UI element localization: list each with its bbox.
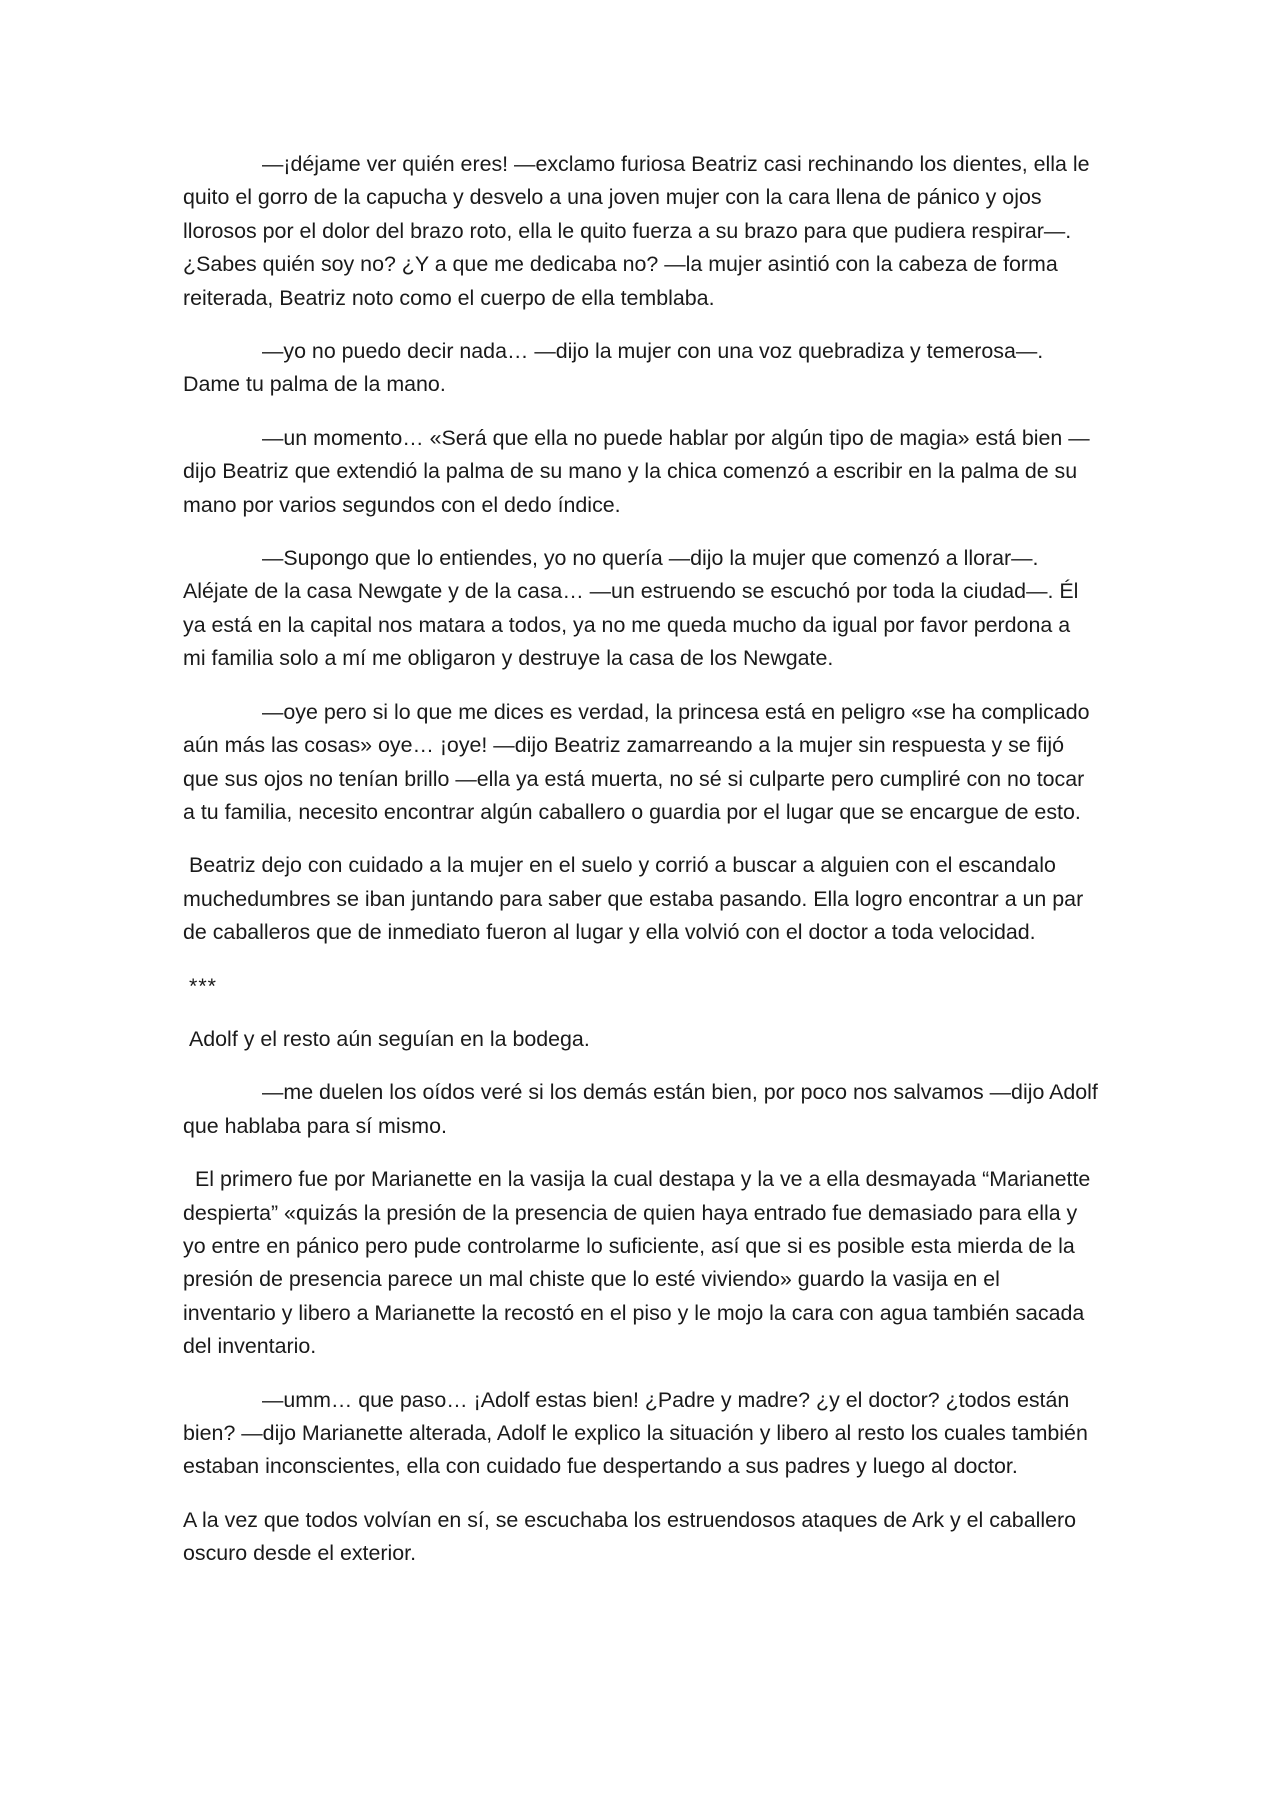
paragraph: —umm… que paso… ¡Adolf estas bien! ¿Padre y madre? ¿y el doctor? ¿todos están bien? —dijo Marianette alterada, Adolf le explico la situación y libero al resto los cuales también estaban inconscientes, ella con cuidado fue despertando a sus padres y luego al doctor. xyxy=(183,1387,1088,1479)
paragraph: —yo no puedo decir nada… —dijo la mujer con una voz quebradiza y temerosa—. Dame tu palma de la mano. xyxy=(183,339,1044,397)
paragraph: —¡déjame ver quién eres! —exclamo furiosa Beatriz casi rechinando los dientes, ella le quito el gorro de la capucha y desvelo a una joven mujer con la cara llena de pánico y ojos llorosos por el dolor del brazo roto, ella le quito fuerza a su brazo para que pudiera respirar—. ¿Sabes quién soy no? ¿Y a que me dedicaba no? —la mujer asintió con la cabeza de forma reiterada, Beatriz noto como el cuerpo de ella temblaba. xyxy=(183,152,1090,310)
paragraph: Beatriz dejo con cuidado a la mujer en el suelo y corrió a buscar a alguien con el escandalo muchedumbres se iban juntando para saber que estaba pasando. Ella logro encontrar a un par de caballeros que de inmediato fueron al lugar y ella volvió con el doctor a toda velocidad. xyxy=(183,853,1084,945)
paragraph: El primero fue por Marianette en la vasija la cual destapa y la ve a ella desmayada “Marianette despierta” «quizás la presión de la presencia de quien haya entrado fue demasiado para ella y yo entre en pánico pero pude controlarme lo suficiente, así que si es posible esta mierda de la presión de presencia parece un mal chiste que lo esté viviendo» guardo la vasija en el inventario y libero a Marianette la recostó en el piso y le mojo la cara con agua también sacada del inventario. xyxy=(183,1167,1091,1359)
paragraph: A la vez que todos volvían en sí, se escuchaba los estruendosos ataques de Ark y el caballero oscuro desde el exterior. xyxy=(183,1507,1077,1566)
paragraph: —Supongo que lo entiendes, yo no quería —dijo la mujer que comenzó a llorar—. Aléjate de la casa Newgate y de la casa… —un estruendo se escuchó por toda la ciudad—. Él ya está en la capital nos matara a todos, ya no me queda mucho da igual por favor perdona a mi familia solo a mí me obligaron y destruye la casa de los Newgate. xyxy=(183,546,1079,671)
document-page xyxy=(183,148,1098,1591)
paragraph: —oye pero si lo que me dices es verdad, la princesa está en peligro «se ha complicado aún más las cosas» oye… ¡oye! —dijo Beatriz zamarreando a la mujer sin respuesta y se fijó que sus ojos no tenían brillo —ella ya está muerta, no sé si culparte pero cumpliré con no tocar a tu familia, necesito encontrar algún caballero o guardia por el lugar que se encargue de esto. xyxy=(183,699,1090,824)
scene-separator: *** xyxy=(189,973,217,998)
paragraph: Adolf y el resto aún seguían en la bodega. xyxy=(189,1026,590,1051)
paragraph: —me duelen los oídos veré si los demás están bien, por poco nos salvamos —dijo Adolf que hablaba para sí mismo. xyxy=(183,1080,1098,1138)
paragraph: —un momento… «Será que ella no puede hablar por algún tipo de magia» está bien —dijo Beatriz que extendió la palma de su mano y la chica comenzó a escribir en la palma de su mano por varios segundos con el dedo índice. xyxy=(183,425,1090,517)
